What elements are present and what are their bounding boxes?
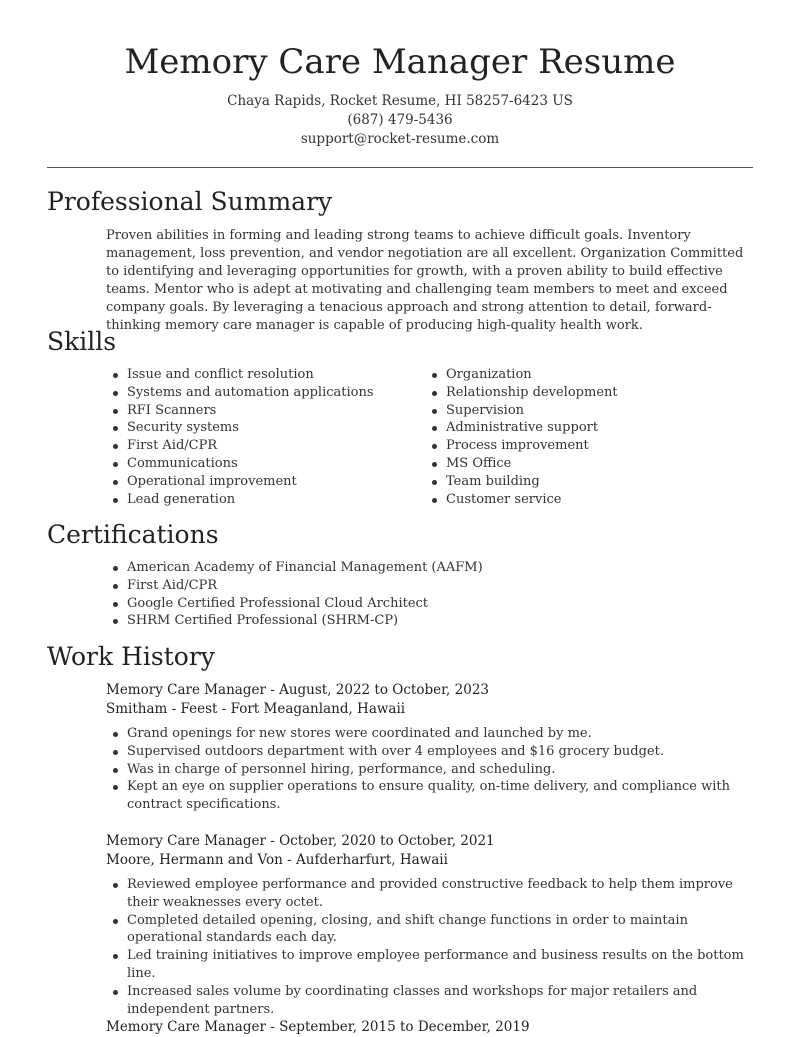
list-item: Organization xyxy=(425,366,745,384)
skills-column-left xyxy=(106,366,426,508)
list-item: Security systems xyxy=(106,419,426,437)
job-title: Memory Care Manager - September, 2015 to December, 2019 xyxy=(106,1019,530,1035)
job-company: Smitham - Feest - Fort Meaganland, Hawaii xyxy=(106,701,406,717)
list-item: Google Certified Professional Cloud Architect xyxy=(106,595,756,613)
certifications-list xyxy=(106,559,756,630)
list-item: Communications xyxy=(106,455,426,473)
section-heading-work-history: Work History xyxy=(47,642,215,671)
skills-list-right xyxy=(425,366,745,508)
list-item: Systems and automation applications xyxy=(106,384,426,402)
resume-header xyxy=(0,0,800,149)
section-heading-summary: Professional Summary xyxy=(47,187,333,216)
job-title: Memory Care Manager - August, 2022 to October, 2023 xyxy=(106,682,489,698)
list-item: Lead generation xyxy=(106,491,426,509)
list-item: SHRM Certified Professional (SHRM-CP) xyxy=(106,612,756,630)
job-duties-list xyxy=(106,876,756,1018)
list-item: Customer service xyxy=(425,491,745,509)
list-item: Grand openings for new stores were coordinated and launched by me. xyxy=(106,725,756,743)
list-item: First Aid/CPR xyxy=(106,577,756,595)
list-item: Process improvement xyxy=(425,437,745,455)
summary-text: Proven abilities in forming and leading strong teams to achieve difficult goals. Inventory management, loss prevention, and vendor negotiation are all excellent. Organization Committed to identifying and leveraging opportunities for growth, with a proven ability to build effective teams. Mentor who is adept at motivating and challenging team members to meet and exceed company goals. By leveraging a tenacious approach and strong attention to detail, forward-thinking memory care manager is capable of producing high-quality health work. xyxy=(106,228,744,333)
list-item: Administrative support xyxy=(425,419,745,437)
header-divider xyxy=(47,167,753,168)
list-item: RFI Scanners xyxy=(106,402,426,420)
list-item: American Academy of Financial Management (AAFM) xyxy=(106,559,756,577)
section-heading-certifications: Certifications xyxy=(47,520,219,549)
list-item: Operational improvement xyxy=(106,473,426,491)
resume-title: Memory Care Manager Resume xyxy=(124,42,676,82)
job-company: Moore, Hermann and Von - Aufderharfurt, Hawaii xyxy=(106,852,448,868)
contact-email: support@rocket-resume.com xyxy=(300,131,500,147)
job-title: Memory Care Manager - October, 2020 to October, 2021 xyxy=(106,833,495,849)
list-item: Increased sales volume by coordinating classes and workshops for major retailers and independent partners. xyxy=(106,983,756,1019)
list-item: Team building xyxy=(425,473,745,491)
list-item: Supervision xyxy=(425,402,745,420)
contact-address: Chaya Rapids, Rocket Resume, HI 58257-6423 US xyxy=(227,93,573,109)
contact-info xyxy=(0,92,800,149)
list-item: MS Office xyxy=(425,455,745,473)
list-item: Led training initiatives to improve employee performance and business results on the bottom line. xyxy=(106,947,756,983)
job-entry xyxy=(106,1018,756,1037)
skills-column-right xyxy=(425,366,745,508)
list-item: Kept an eye on supplier operations to ensure quality, on-time delivery, and compliance with contract specifications. xyxy=(106,778,756,814)
section-heading-skills: Skills xyxy=(47,327,117,356)
list-item: Issue and conflict resolution xyxy=(106,366,426,384)
list-item: First Aid/CPR xyxy=(106,437,426,455)
list-item: Was in charge of personnel hiring, performance, and scheduling. xyxy=(106,761,756,779)
job-entry xyxy=(106,681,756,814)
list-item: Relationship development xyxy=(425,384,745,402)
skills-list-left xyxy=(106,366,426,508)
certifications-block xyxy=(106,559,756,630)
job-entry xyxy=(106,832,756,1018)
list-item: Reviewed employee performance and provided constructive feedback to help them improve their weaknesses every octet. xyxy=(106,876,756,912)
list-item: Supervised outdoors department with over 4 employees and $16 grocery budget. xyxy=(106,743,756,761)
job-duties-list xyxy=(106,725,756,814)
contact-phone: (687) 479-5436 xyxy=(347,112,453,128)
list-item: Completed detailed opening, closing, and shift change functions in order to maintain operational standards each day. xyxy=(106,912,756,948)
